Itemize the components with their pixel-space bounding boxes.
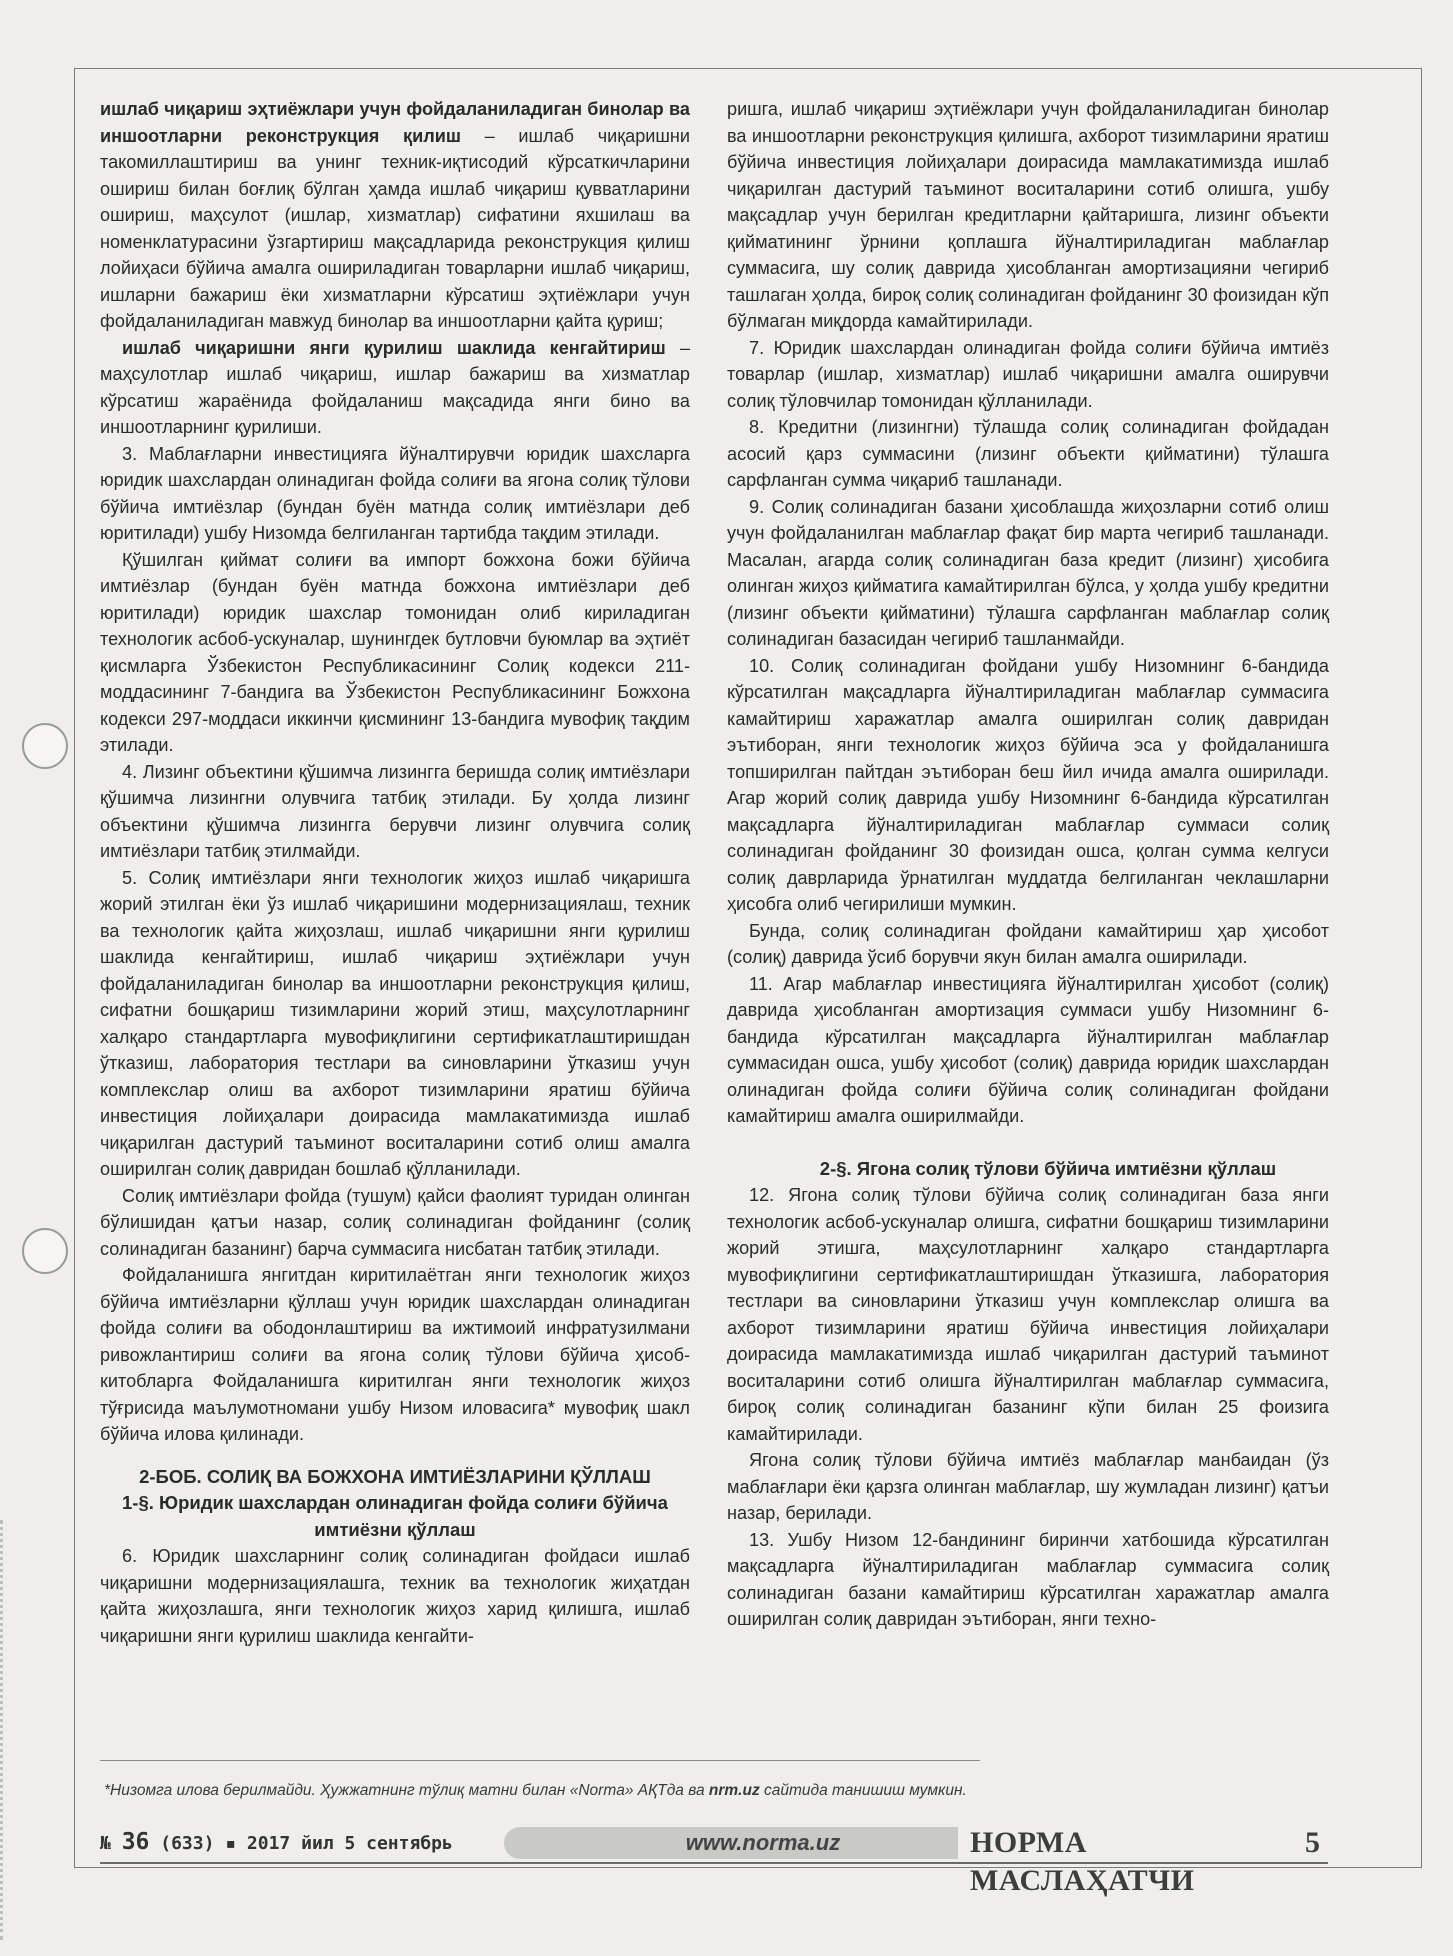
page-number: 5: [1305, 1826, 1320, 1859]
left-para-7: Фойдаланишга янгитдан киритилаётган янги технологик жиҳоз бўйича имтиёзларни қўллаш учун юридик шахслардан олинадиган фойда солиғи ва ободонлаштириш ва ижтимоий инфратузилмани ривожлантириш солиғи ва ягона солиқ тўлови бўйича ҳисоб-китобларга Фойдаланишга киритилган янги технологик жиҳоз тўғрисида маълумотномани ушбу Низом иловасига* мувофиқ шакл бўйича илова қилинади.: [100, 1265, 690, 1444]
right-para-7: 12. Ягона солиқ тўлови бўйича солиқ солинадиган база янги технологик асбоб-ускуналар олишга, сифатни бошқариш тизимларини жорий этишга, маҳсулотларнинг халқаро стандартларга мувофиқлигини сертификатлаштиришдан ўтказишга, лаборатория тестлари ва синовларини ўтказиш учун комплекслар олишга ва ахборот тизимларини яратиш бўйича инвестиция лойиҳалари доирасида мамлакатимизда ишлаб чиқарилган дастурий таъминот воситаларини сотиб олишга йўналтирилган маблағлар суммасига, бироқ солиқ солинадиган базанинг кўпи билан 25 фоизига камайтирилади.: [727, 1185, 1329, 1444]
footnote-text: *Низомга илова берилмайди. Ҳужжатнинг тўлиқ матни билан «Norma» АҚТда ва: [104, 1782, 709, 1799]
chapter-title: 2-БОБ. СОЛИҚ ВА БОЖХОНА ИМТИЁЗЛАРИНИ ҚЎЛЛАШ: [139, 1465, 651, 1487]
page-footer: [100, 1824, 1328, 1897]
term-definition: – ишлаб чиқаришни такомиллаштириш ва унинг техник-иқтисодий кўрсаткичларини ошириш билан боғлиқ бўлган ҳамда ишлаб чиқариш қувватларини ошириш, маҳсулот (ишлар, хизматлар) сифатини яхшилаш ва номенклатурасини ўзгартириш мақсадларида реконструкция қилиш лойиҳаси бўйича амалга ошириладиган товарларни ишлаб чиқариш, ишларни бажариш ёки хизматларни кўрсатиш эҳтиёжлари учун фойдаланиладиган мавжуд бинолар ва иншоотларни қайта қуриш;: [100, 125, 690, 331]
site-url[interactable]: www.norma.uz: [685, 1830, 841, 1855]
issue-date: (633) ▪ 2017 йил 5 сентябрь: [149, 1833, 453, 1854]
left-para-0: [100, 96, 690, 335]
right-para-0: ришга, ишлаб чиқариш эҳтиёжлари учун фойдаланиладиган бинолар ва иншоотларни реконструкция қилишга, ахборот тизимларини яратиш бўйича инвестиция лойиҳалари доирасида мамлакатимизда ишлаб чиқарилган дастурий таъминот воситаларини сотиб олишга, ушбу мақсадлар учун берилган кредитларни қайтаришга, лизинг объекти қийматининг ўрнини қоплашга йўналтириладиган маблағлар суммасига, шу солиқ даврида ҳисобланган амортизацияни чегириб ташлаган ҳолда, бироқ солиқ солинадиган фойданинг 30 фоизидан кўп бўлмаган миқдорда камайтирилади.: [727, 99, 1329, 331]
footnote-divider: [100, 1760, 980, 1761]
right-para-1: 7. Юридик шахслардан олинадиган фойда солиғи бўйича имтиёз товарлар (ишлар, хизматлар) ишлаб чиқаришни амалга оширувчи солиқ тўловчилар томонидан қўлланилади.: [727, 337, 1329, 411]
right-para-9: 13. Ушбу Низом 12-бандининг биринчи хатбошида кўрсатилган мақсадларга йўналтириладиган маблағлар суммасига солиқ солинадиган базани камайтириш кўрсатилган харажатлар амалга оширилган солиқ давридан эътиборан, янги техно-: [727, 1529, 1329, 1629]
right-para-3: 9. Солиқ солинадиган базани ҳисоблашда жиҳозларни сотиб олиш учун фойдаланилган маблағлар фақат бир марта чегириб ташланади. Масалан, агарда солиқ солинадиган база кредит (лизинг) ҳисобига олинган жиҳоз қийматига камайтирилган бўлса, у ҳолда ушбу кредитни (лизинг объекти қийматини) тўлашга сарфланган маблағлар солиқ солинадиган базасидан чегириб ташланмайди.: [727, 496, 1329, 649]
left-para-4: 4. Лизинг объектини қўшимча лизингга беришда солиқ имтиёзлари қўшимча лизингни олувчига татбиқ этилади. Бу ҳолда лизинг объектини қўшимча лизингга берувчи лизинг олувчига солиқ имтиёзлари татбиқ этилмайди.: [100, 761, 690, 861]
left-para-2: 3. Маблағларни инвестицияга йўналтирувчи юридик шахсларга юридик шахслардан олинадиган фойда солиғи ва ягона солиқ тўлови бўйича имтиёзлар (бундан буён матнда солиқ имтиёзлари деб юритилади) ушбу Низомда белгиланган тартибда тақдим этилади.: [100, 443, 690, 543]
left-column: [100, 96, 690, 1649]
section1-title: 1-§. Юридик шахслардан олинадиган фойда солиғи бўйича имтиёзни қўллаш: [122, 1492, 668, 1540]
right-para-2: 8. Кредитни (лизингни) тўлашда солиқ солинадиган фойдадан асосий қарз суммасини (лизинг объекти қийматини) тўлашга сарфланган сумма чиқариб ташланади.: [727, 417, 1329, 490]
margin-marks: [0, 1520, 7, 1940]
left-para-3: Қўшилган қиймат солиғи ва импорт божхона божи бўйича имтиёзлар (бундан буён матнда божхона имтиёзлари деб юритилади) юридик шахслар томонидан олиб кириладиган технологик асбоб-ускуналар, шунингдек бутловчи буюмлар ва эҳтиёт қисмларга Ўзбекистон Республикасининг Солиқ кодекси 211-моддасининг 7-бандига ва Ўзбекистон Республикасининг Божхона кодекси 297-моддаси иккинчи қисмининг 13-бандига мувофиқ тақдим этилади.: [100, 549, 690, 755]
right-para-4: 10. Солиқ солинадиган фойдани ушбу Низомнинг 6-бандида кўрсатилган мақсадларга йўналтириладиган маблағлар суммасига камайтириш харажатлар амалга оширилган солиқ давридан эътиборан, янги технологик жиҳоз бўйича эса у фойдаланишга топширилган пайтдан эътиборан беш йил ичида амалга оширилади. Агар жорий солиқ даврида ушбу Низомнинг 6-бандида кўрсатилган мақсадларга йўналтириладиган маблағлар суммаси солиқ солинадиган фойданинг 30 фоизидан ошса, қолган сумма келгуси солиқ даврларида ўрнатилган муддатда белгиланган чеклашларни ҳисобга олиб чегирилиши мумкин.: [727, 655, 1329, 914]
url-banner: [504, 1827, 1022, 1859]
right-column: [727, 96, 1329, 1633]
issue-number: 36: [121, 1829, 150, 1855]
right-para-6: 11. Агар маблағлар инвестицияга йўналтирилган ҳисобот (солиқ) даврида ҳисобланган амортизация суммаси ушбу Низомнинг 6-бандида кўрсатилган мақсадларга йўналтирилган маблағлар суммасидан ошса, ушбу ҳисобот (солиқ) даврида юридик шахслардан олинадиган фойда солиғи бўйича солиқ солинадиган фойдани камайтириш амалга оширилмайди.: [727, 973, 1329, 1126]
left-para-5: 5. Солиқ имтиёзлари янги технологик жиҳоз ишлаб чиқаришга жорий этилган ёки ўз ишлаб чиқаришини модернизациялаш, техник ва технологик қайта жиҳозлаш, ишлаб чиқаришни янги қурилиш шаклида кенгайтириш, ишлаб чиқариш эҳтиёжлари учун фойдаланиладиган бинолар ва иншоотларни реконструкция қилиш, сифатни бошқариш тизимларини жорий этиш, маҳсулотларнинг халқаро стандартларга мувофиқлигини сертификатлаштиришдан ўтказиш, лаборатория тестлари ва синовларини ўтказиш учун комплекслар олиш ва ахборот тизимларини яратиш бўйича инвестиция лойиҳалари доирасида мамлакатимизда ишлаб чиқарилган дастурий таъминот воситаларини сотиб олиш амалга оширилган солиқ давридан бошлаб қўлланилади.: [100, 867, 690, 1179]
section2-title: 2-§. Ягона солиқ тўлови бўйича имтиёзни қўллаш: [819, 1157, 1277, 1179]
left-para-end: 6. Юридик шахсларнинг солиқ солинадиган фойдаси ишлаб чиқаришни модернизациялашга, техник ва технологик жиҳатдан қайта жиҳозлашга, янги технологик жиҳоз харид қилишга, ишлаб чиқаришни янги қурилиш шаклида кенгайти-: [100, 1546, 690, 1646]
issue-info: [100, 1829, 453, 1855]
footnote: [104, 1782, 967, 1800]
term-bold: ишлаб чиқариш эҳтиёжлари учун фойдаланиладиган бинолар ва иншоотларни реконструкция қилиш: [100, 99, 690, 146]
term-definition: – маҳсулотлар ишлаб чиқариш, ишлар бажариш ва хизматлар кўрсатиш жараёнида фойдаланиш мақсадида янги бино ва иншоотларнинг қурилиши.: [100, 337, 691, 437]
footer-rule: [100, 1862, 1328, 1864]
term-bold: ишлаб чиқаришни янги қурилиш шаклида кенгайтириш: [122, 337, 666, 358]
left-para-6: Солиқ имтиёзлари фойда (тушум) қайси фаолият туридан олинган бўлишидан қатъи назар, солиқ солинадиган фойданинг (солиқ солинадиган базанинг) барча суммасига нисбатан татбиқ этилади.: [100, 1185, 690, 1259]
footnote-text-end: сайтида танишиш мумкин.: [759, 1782, 967, 1799]
punch-hole-bottom: [22, 1228, 68, 1274]
right-para-8: Ягона солиқ тўлови бўйича имтиёз маблағлар манбаидан (ўз маблағлари ёки қарзга олинган маблағлар, шу жумладан лизинг) қатъи назар, берилади.: [727, 1450, 1329, 1523]
footnote-site-link[interactable]: nrm.uz: [708, 1782, 760, 1799]
right-para-5: Бунда, солиқ солинадиган фойдани камайтириш ҳар ҳисобот (солиқ) даврида ўсиб борувчи якун билан амалга оширилади.: [727, 920, 1329, 967]
publication-title: НОРМА МАСЛАҲАТЧИ: [958, 1824, 1328, 1860]
issue-prefix: №: [100, 1833, 122, 1854]
punch-hole-top: [22, 723, 68, 769]
left-para-1: [100, 335, 690, 441]
